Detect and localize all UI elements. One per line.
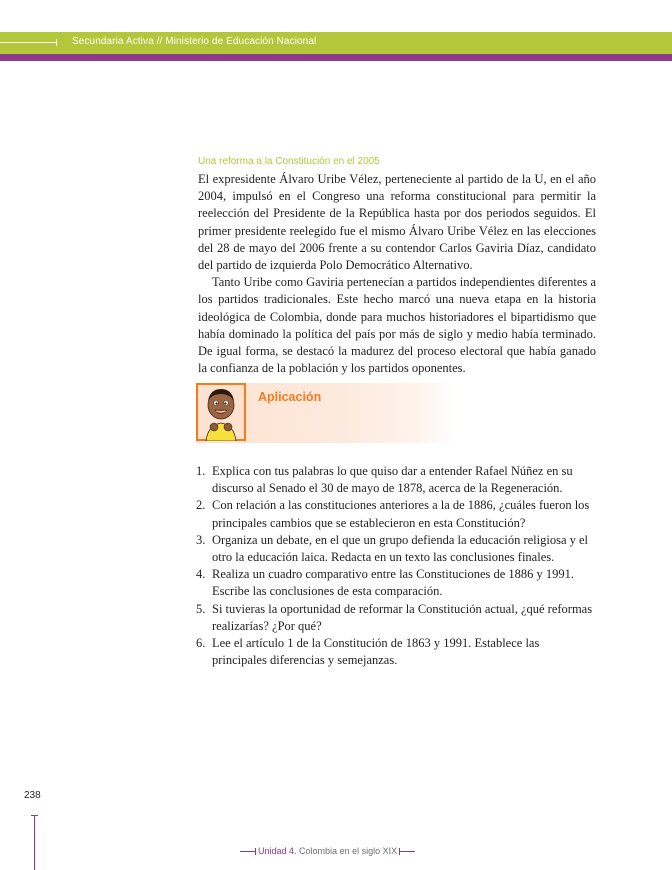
footer-rule-left — [240, 851, 256, 852]
list-item — [196, 497, 596, 531]
child-figure-icon — [200, 383, 242, 441]
list-item — [196, 635, 596, 669]
list-item — [196, 463, 596, 497]
item-number: 6. — [196, 636, 206, 651]
activity-list — [196, 463, 596, 669]
header-rule — [0, 42, 56, 43]
application-title: Aplicación — [258, 390, 322, 404]
header-rule-tick — [56, 39, 57, 46]
item-text: Explica con tus palabras lo que quiso dar a entender Rafael Núñez en su discurso al Senado el 30 de mayo de 1878, acerca de la Regeneración. — [212, 464, 573, 496]
item-number: 2. — [196, 498, 206, 513]
footer-unit-label: Unidad 4. — [258, 846, 297, 856]
item-text: Si tuvieras la oportunidad de reformar la Constitución actual, ¿qué reformas realizarías? ¿Por qué? — [212, 601, 593, 633]
header-accent-bar — [0, 54, 672, 61]
paragraph: El expresidente Álvaro Uribe Vélez, perteneciente al partido de la U, en el año 2004, impulsó en el Congreso una reforma constitucional para permitir la reelección del Presidente de la República hasta por dos periodos seguidos. El primer presidente reelegido fue el mismo Álvaro Uribe Vélez en las elecciones del 28 de mayo del 2006 frente a su contendor Carlos Gaviria Díaz, candidato del partido de izquierda Polo Democrático Alternativo. — [198, 172, 596, 273]
section-title: Una reforma a la Constitución en el 2005 — [198, 156, 380, 167]
list-item — [196, 532, 596, 566]
item-text: Organiza un debate, en el que un grupo defienda la educación religiosa y el otro la educación laica. Redacta en un texto las conclusiones finales. — [212, 532, 589, 565]
list-item — [196, 601, 596, 635]
page-number: 238 — [24, 790, 41, 801]
item-text: Lee el artículo 1 de la Constitución de 1863 y 1991. Establece las principales diferencias y semejanzas. — [212, 636, 540, 668]
item-number: 5. — [196, 601, 206, 616]
section-body — [198, 171, 596, 377]
item-number: 4. — [196, 567, 206, 582]
item-number: 3. — [196, 532, 206, 547]
item-text: Con relación a las constituciones anteriores a la de 1886, ¿cuáles fueron los principales cambios que se establecieron en esta Constitución? — [212, 498, 590, 530]
paragraph: Tanto Uribe como Gaviria pertenecían a partidos independientes diferentes a los partidos tradicionales. Este hecho marcó una nueva etapa en la historia ideológica de Colombia, donde para muchos historiadores el bipartidismo que había dominado la política del país por más de siglo y medio había terminado. De igual forma, se destacó la madurez del proceso electoral que había ganado la confianza de la población y los partidos oponentes. — [198, 275, 596, 376]
footer — [240, 846, 415, 856]
footer-unit-title: Colombia en el siglo XIX — [299, 846, 398, 856]
item-number: 1. — [196, 464, 206, 478]
footer-rule-right — [399, 851, 415, 852]
footer-text — [258, 846, 397, 856]
item-text: Realiza un cuadro comparativo entre las Constituciones de 1886 y 1991. Escribe las conclusiones de esta comparación. — [212, 567, 575, 599]
header-title: Secundaria Activa // Ministerio de Educación Nacional — [72, 36, 317, 47]
list-item — [196, 566, 596, 600]
margin-rule — [34, 815, 35, 870]
